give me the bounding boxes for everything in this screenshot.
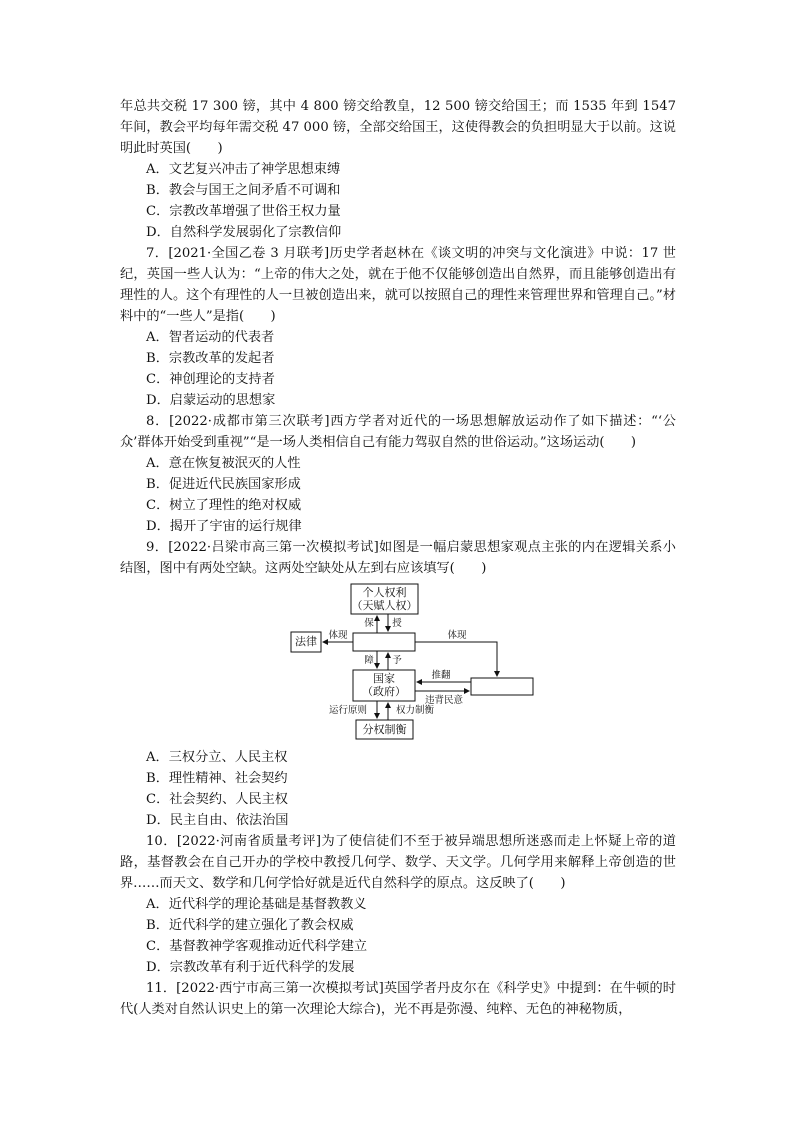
question-9-option-d: D．民主自由、依法治国 [146,813,289,828]
question-9-option-c: C．社会契约、人民主权 [146,792,288,807]
question-6-option-d: D．自然科学发展弱化了宗教信仰 [146,225,342,240]
question-8-option-c: C．树立了理性的绝对权威 [146,498,302,513]
question-8-stem: 8．[2022·成都市第三次联考]西方学者对近代的一场思想解放运动作了如下描述：“‘公众’群体开始受到重视”“是一场人类相信自己有能力驾驭自然的世俗运动。”这场运动( ) [120,414,676,450]
state-label-2: （政府） [362,685,406,698]
question-10-option-d: D．宗教改革有利于近代科学的发展 [146,960,355,975]
question-6-option-a: A．文艺复兴冲击了神学思想束缚 [146,162,341,177]
question-7-option-d: D．启蒙运动的思想家 [146,393,276,408]
question-7-option-b: B．宗教改革的发起者 [146,351,275,366]
question-8-option-d: D．揭开了宇宙的运行规律 [146,519,302,534]
question-6-option-c: C．宗教改革增强了世俗王权力量 [146,204,341,219]
question-6 [120,96,676,243]
law-label: 法律 [295,635,317,648]
question-11-stem: 11．[2022·西宁市高三第一次模拟考试]英国学者丹皮尔在《科学史》中提到：在牛顿的时代(人类对自然认识史上的第一次理论大综合)，光不再是弥漫、纯粹、无色的神秘物质， [120,981,676,1017]
give-label: 予 [392,655,402,666]
question-10-option-b: B．近代科学的建立强化了教会权威 [146,918,354,933]
question-6-stem: 年总共交税 17 300 镑，其中 4 800 镑交给教皇，12 500 镑交给国王；而 1535 年到 1547 年间，教会平均每年需交税 47 000 镑，全部交给国王，这使得教会的负担明显大于以前。这说明此时英国( ) [120,99,676,156]
question-7-option-a: A．智者运动的代表者 [146,330,275,345]
question-8-option-b: B．促进近代民族国家形成 [146,477,301,492]
question-10-stem: 10．[2022·河南省质量考评]为了使信徒们不至于被异端思想所迷惑而走上怀疑上帝的道路，基督教会在自己开办的学校中教授几何学、数学、天文学。几何学用来解释上帝创造的世界……而天文、数学和几何学恰好就是近代自然科学的原点。这反映了( ) [120,834,676,891]
question-7-stem: 7．[2021·全国乙卷 3 月联考]历史学者赵林在《谈文明的冲突与文化演进》中说：17 世纪，英国一些人认为：“上帝的伟大之处，就在于他不仅能够创造出自然界，而且能够创造出有理性的人。这个有理性的人一旦被创造出来，就可以按照自己的理性来管理世界和管理自己。”材料中的“一些人”是指( ) [120,246,676,324]
ensure-label: 障 [364,655,374,666]
exam-page [120,96,676,1020]
question-7-option-c: C．神创理论的支持者 [146,372,275,387]
rights-label-1: 个人权利 [362,586,407,599]
grant-label: 授 [392,618,402,629]
question-11 [120,978,676,1020]
embody-left-label: 体现 [328,630,348,641]
question-9-option-a: A．三权分立、人民主权 [146,750,288,765]
question-6-option-b: B．教会与国王之间矛盾不可调和 [146,183,341,198]
box-blank-2 [471,678,533,695]
question-10 [120,831,676,978]
logic-diagram [120,581,676,743]
question-10-option-a: A．近代科学的理论基础是基督教教义 [146,897,367,912]
embody-right-label: 体现 [447,630,467,641]
question-7 [120,243,676,411]
question-9 [120,537,676,831]
overthrow-label: 推翻 [431,670,451,681]
question-8-option-a: A．意在恢复被泯灭的人性 [146,456,301,471]
box-blank-1 [353,633,415,651]
separation-label: 分权制衡 [362,723,407,736]
question-10-option-c: C．基督教神学客观推动近代科学建立 [146,939,368,954]
protect-label: 保 [364,618,374,629]
violate-label: 违背民意 [424,695,463,706]
question-9-stem: 9．[2022·吕梁市高三第一次模拟考试]如图是一幅启蒙思想家观点主张的内在逻辑关系小结图，图中有两处空缺。这两处空缺处从左到右应该填写( ) [120,540,676,576]
question-8 [120,411,676,537]
question-9-option-b: B．理性精神、社会契约 [146,771,288,786]
principle-label: 运行原则 [328,705,367,716]
checks-label: 权力制衡 [395,705,434,716]
rights-label-2: （天赋人权） [351,599,418,612]
state-label-1: 国家 [373,672,395,685]
